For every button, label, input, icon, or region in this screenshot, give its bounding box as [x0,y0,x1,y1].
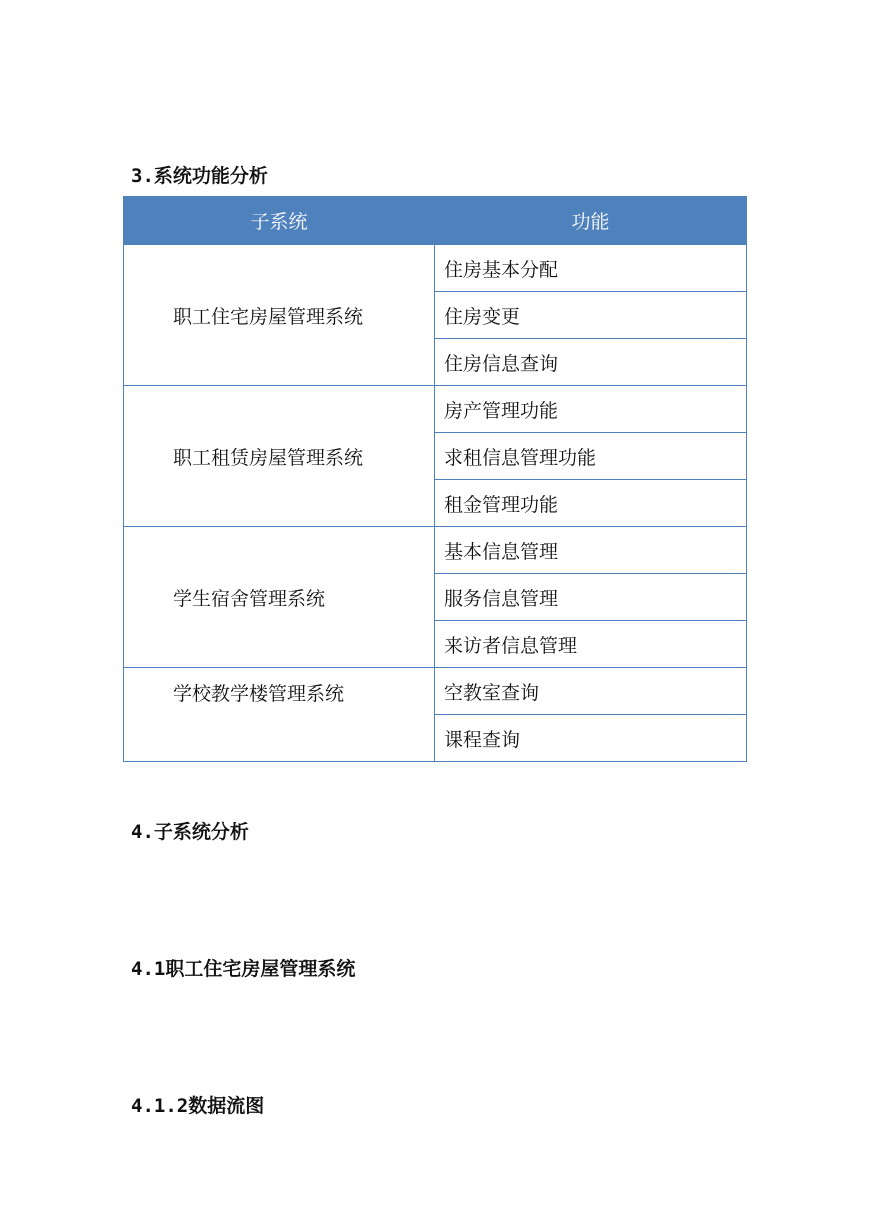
function-cell: 住房基本分配 [435,245,747,292]
table-row [124,245,747,292]
column-header-function: 功能 [435,197,747,245]
table-header-row [124,197,747,245]
function-cell: 住房变更 [435,292,747,339]
section-4-1-heading: 4.1职工住宅房屋管理系统 [131,958,356,980]
section-4-heading: 4.子系统分析 [131,821,249,843]
function-cell: 服务信息管理 [435,574,747,621]
table-row [124,386,747,433]
section-3-heading: 3.系统功能分析 [131,165,268,187]
subsystem-cell: 职工租赁房屋管理系统 [124,386,435,527]
function-cell: 课程查询 [435,715,747,762]
table-row [124,527,747,574]
function-cell: 求租信息管理功能 [435,433,747,480]
function-cell: 住房信息查询 [435,339,747,386]
subsystem-cell: 学生宿舍管理系统 [124,527,435,668]
section-4-1-2-heading: 4.1.2数据流图 [131,1095,265,1117]
function-cell: 房产管理功能 [435,386,747,433]
function-cell: 来访者信息管理 [435,621,747,668]
function-cell: 空教室查询 [435,668,747,715]
function-cell: 租金管理功能 [435,480,747,527]
table-row [124,668,747,715]
subsystem-cell: 学校教学楼管理系统 [124,668,435,762]
function-cell: 基本信息管理 [435,527,747,574]
function-table [123,196,747,762]
column-header-subsystem: 子系统 [124,197,435,245]
subsystem-cell: 职工住宅房屋管理系统 [124,245,435,386]
